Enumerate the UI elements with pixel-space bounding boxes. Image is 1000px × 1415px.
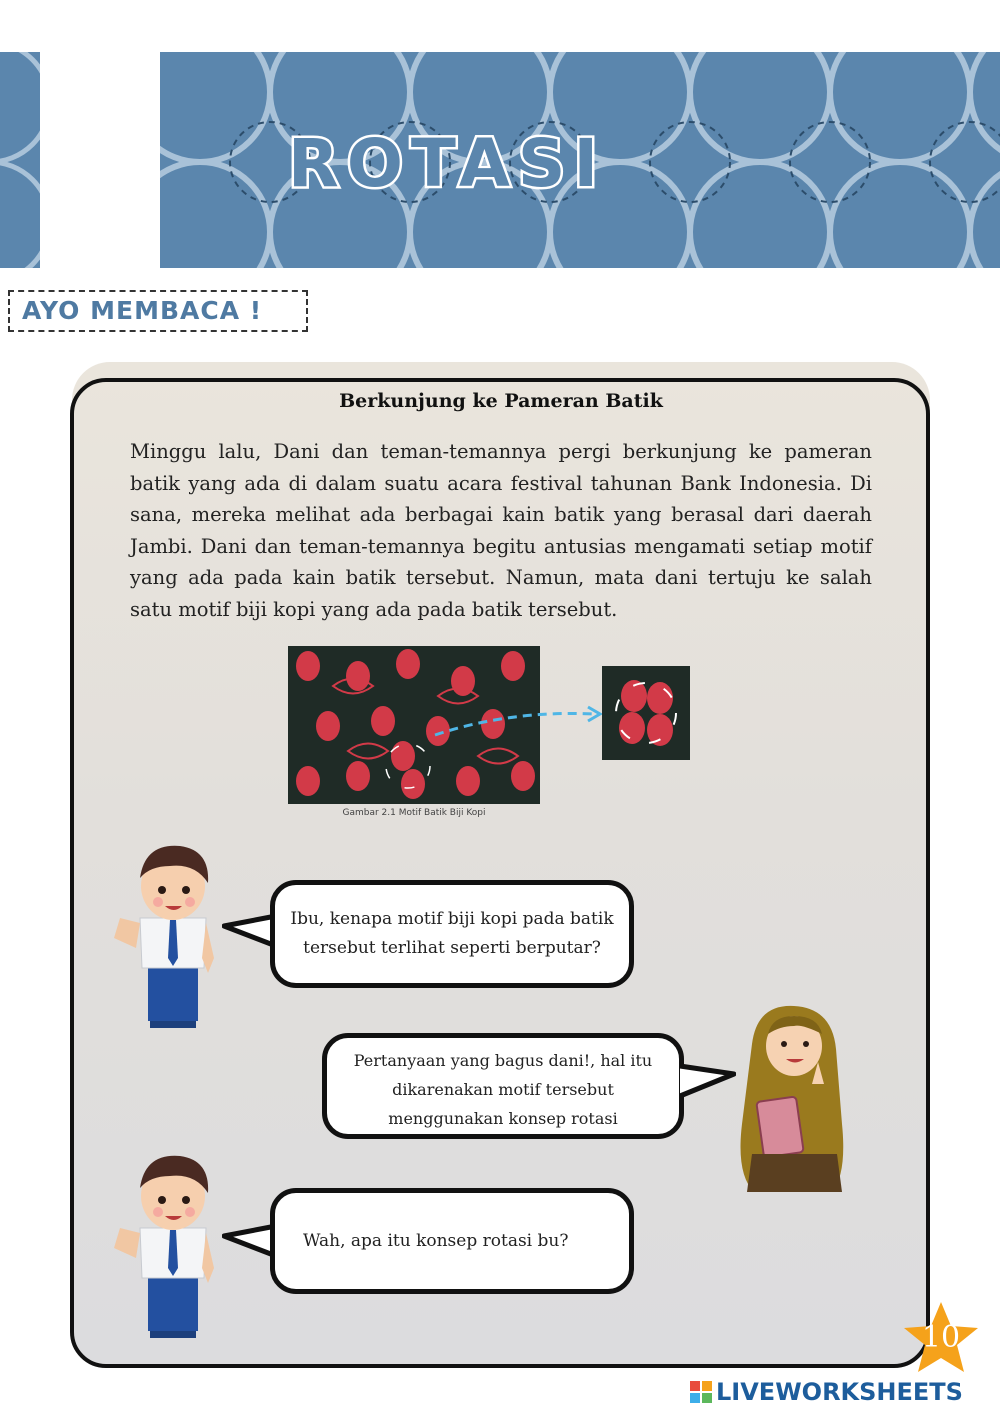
speech-bubble-boy-1 <box>270 880 634 988</box>
speech-bubble-teacher <box>322 1033 684 1139</box>
liveworksheets-logo-icon <box>690 1381 712 1403</box>
speech-bubble-boy-2 <box>270 1188 634 1294</box>
speech-bubble-tail <box>678 1062 736 1102</box>
dashed-arrow-icon <box>430 700 605 740</box>
brand-logo[interactable] <box>690 1378 963 1406</box>
dialogue-line: Pertanyaan yang bagus dani!, hal itu <box>353 1051 653 1070</box>
section-label: AYO MEMBACA ! <box>8 290 308 332</box>
boy-student-icon <box>110 1148 225 1338</box>
boy-student-icon <box>110 838 225 1028</box>
dialogue-line: menggunakan konsep rotasi <box>388 1109 618 1128</box>
brand-name: LIVEWORKSHEETS <box>716 1378 963 1406</box>
dialogue-line: Wah, apa itu konsep rotasi bu? <box>303 1231 569 1251</box>
teacher-icon <box>732 1004 854 1194</box>
page-number: 10 <box>921 1320 961 1355</box>
dialogue-line: dikarenakan motif tersebut <box>392 1080 614 1099</box>
batik-pattern-icon <box>0 52 40 268</box>
story-paragraph: Minggu lalu, Dani dan teman-temannya pergi berkunjung ke pameran batik yang ada di dalam suatu acara festival tahunan Bank Indonesia. Di sana, mereka melihat ada berbagai kain batik yang berasal dari daerah Jambi. Dani dan teman-temannya begitu antusias mengamati setiap motif yang ada pada kain batik tersebut. Namun, mata dani tertuju ke salah satu motif biji kopi yang ada pada batik tersebut. <box>130 440 872 621</box>
batik-motif-zoom <box>602 666 690 760</box>
coffee-bean-motif-icon <box>602 666 690 760</box>
page-title: ROTASI <box>288 125 606 202</box>
header-banner-left <box>0 52 40 268</box>
dialogue-line: Ibu, kenapa motif biji kopi pada batik <box>290 909 614 929</box>
figure-caption: Gambar 2.1 Motif Batik Biji Kopi <box>342 808 486 818</box>
dialogue-line: tersebut terlihat seperti berputar? <box>303 938 601 958</box>
story-title: Berkunjung ke Pameran Batik <box>339 390 663 412</box>
page-number-badge <box>902 1300 980 1374</box>
